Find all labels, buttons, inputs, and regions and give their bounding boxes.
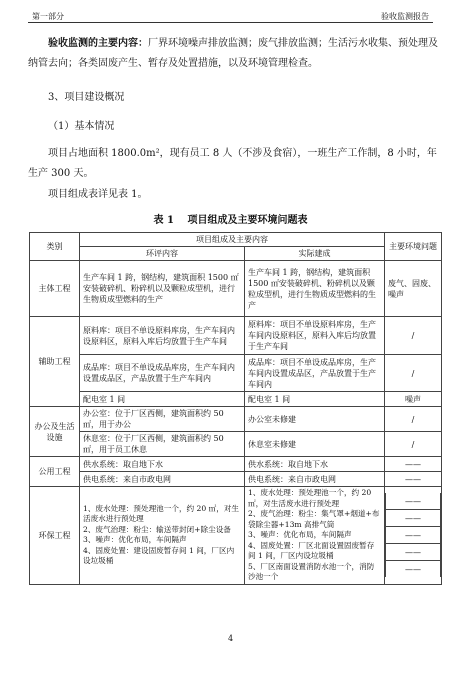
table-row [30,317,442,355]
cell-actual: 供水系统：取自地下水 [245,457,385,472]
category-main: 主体工程 [30,261,80,317]
category-env: 环保工程 [30,487,80,585]
cell-eia: 供水系统：取自地下水 [80,457,245,472]
category-public: 公用工程 [30,457,80,487]
header-left: 第一部分 [32,12,64,21]
header-actual: 实际建成 [245,247,385,261]
cell-actual: 休息室未修建 [245,432,385,457]
cell-eia: 原料库：项目不单设原料库房，生产车间内设原料区，原料入库后均放置于生产车间 [80,317,245,355]
paragraph-basic-info: 项目占地面积 1800.0m²，现有员工 8 人（不涉及食宿），一班生产工作制，8 小时，年生产 300 天。 [28,148,437,179]
issue-dash: —— [386,527,441,544]
cell-actual: 1、废水处理：预处理池一个，约 20 ㎡，对生活废水进行预处理 2、废气治理：粉尘：集气罩+烟道+布袋除尘器+13m 高排气筒 3、噪声：优化布局，车间隔声 4、固废处置：厂区北面设置固废暂存间 1 间，厂区内设垃圾桶 5、厂区南面设置消防水池一个，消防沙池一个 [245,487,385,585]
table-row [30,355,442,392]
table-row [30,472,442,487]
cell-issue: / [385,407,442,432]
paragraph-table-ref: 项目组成表详见表 1。 [48,189,148,200]
table-row [30,457,442,472]
table-row [30,392,442,407]
issue-dash: —— [386,510,441,527]
cell-eia: 休息室：位于厂区西侧，建筑面积约 50 ㎡，用于员工休息 [80,432,245,457]
issue-dash: —— [386,561,441,578]
cell-actual: 供电系统：来自市政电网 [245,472,385,487]
paragraph-monitoring [28,34,438,74]
header-group: 项目组成及主要内容 [80,233,385,247]
cell-eia: 1、废水处理：预处理池一个，约 20 ㎡，对生活废水进行预处理 2、废气治理：粉尘：输送带封闭+除尘设备 3、噪声：优化布局，车间隔声 4、固废处置：建设固废暂存间 1 间，厂区内设垃圾桶 [80,487,245,585]
cell-actual: 原料库：项目不单设原料库房，生产车间内设原料区，原料入库后均放置于生产车间 [245,317,385,355]
cell-actual: 办公室未修建 [245,407,385,432]
project-composition-table [29,232,442,585]
cell-issue: / [385,317,442,355]
cell-actual: 生产车间 1 跨，钢结构，建筑面积 1500 ㎡安装破碎机、粉碎机以及颗粒成型机，进行生物质成型燃料的生产 [245,261,385,317]
header-eia: 环评内容 [80,247,245,261]
cell-eia: 生产车间 1 跨，钢结构，建筑面积 1500 ㎡安装破碎机、粉碎机以及颗粒成型机，进行生物质成型燃料的生产 [80,261,245,317]
cell-issue: / [385,432,442,457]
page-number: 4 [227,634,234,643]
cell-issue-stack [385,487,442,585]
cell-issue: —— [385,472,442,487]
table-row [30,407,442,432]
page-header [28,10,433,23]
category-aux: 辅助工程 [30,317,80,407]
table-row [30,432,442,457]
section-heading: 3、项目建设概况 [48,92,125,103]
cell-issue: 噪声 [385,392,442,407]
cell-eia: 办公室：位于厂区西侧，建筑面积约 50 ㎡，用于办公 [80,407,245,432]
issue-dash: —— [386,544,441,561]
cell-issue: / [385,355,442,392]
monitoring-lead: 验收监测的主要内容： [48,38,148,49]
subsection-heading: （1）基本情况 [48,121,115,132]
header-issue: 主要环境问题 [385,233,442,261]
table-caption: 表 1 项目组成及主要环境问题表 [153,215,308,226]
issue-dash: —— [386,493,441,510]
cell-eia: 成品库：项目不单设成品库房，生产车间内设置成品区，产品放置于生产车间内 [80,355,245,392]
category-office: 办公及生活设施 [30,407,80,457]
cell-issue: 废气、固废、噪声 [385,261,442,317]
cell-actual: 配电室 1 间 [245,392,385,407]
header-category: 类别 [30,233,80,261]
cell-eia: 配电室 1 间 [80,392,245,407]
monitoring-text: 厂界环境噪声排放监测；废气排放监测；生活污水收集、预处理及纳管去向；各类固废产生、暂存及处置措施，以及环境管理检查。 [28,38,438,69]
cell-eia: 供电系统：来自市政电网 [80,472,245,487]
header-right: 验收监测报告 [381,12,429,21]
table-row [30,487,442,585]
cell-actual: 成品库：项目不单设成品库房，生产车间内设置成品区，产品放置于生产车间内 [245,355,385,392]
table-row [30,261,442,317]
cell-issue: —— [385,457,442,472]
